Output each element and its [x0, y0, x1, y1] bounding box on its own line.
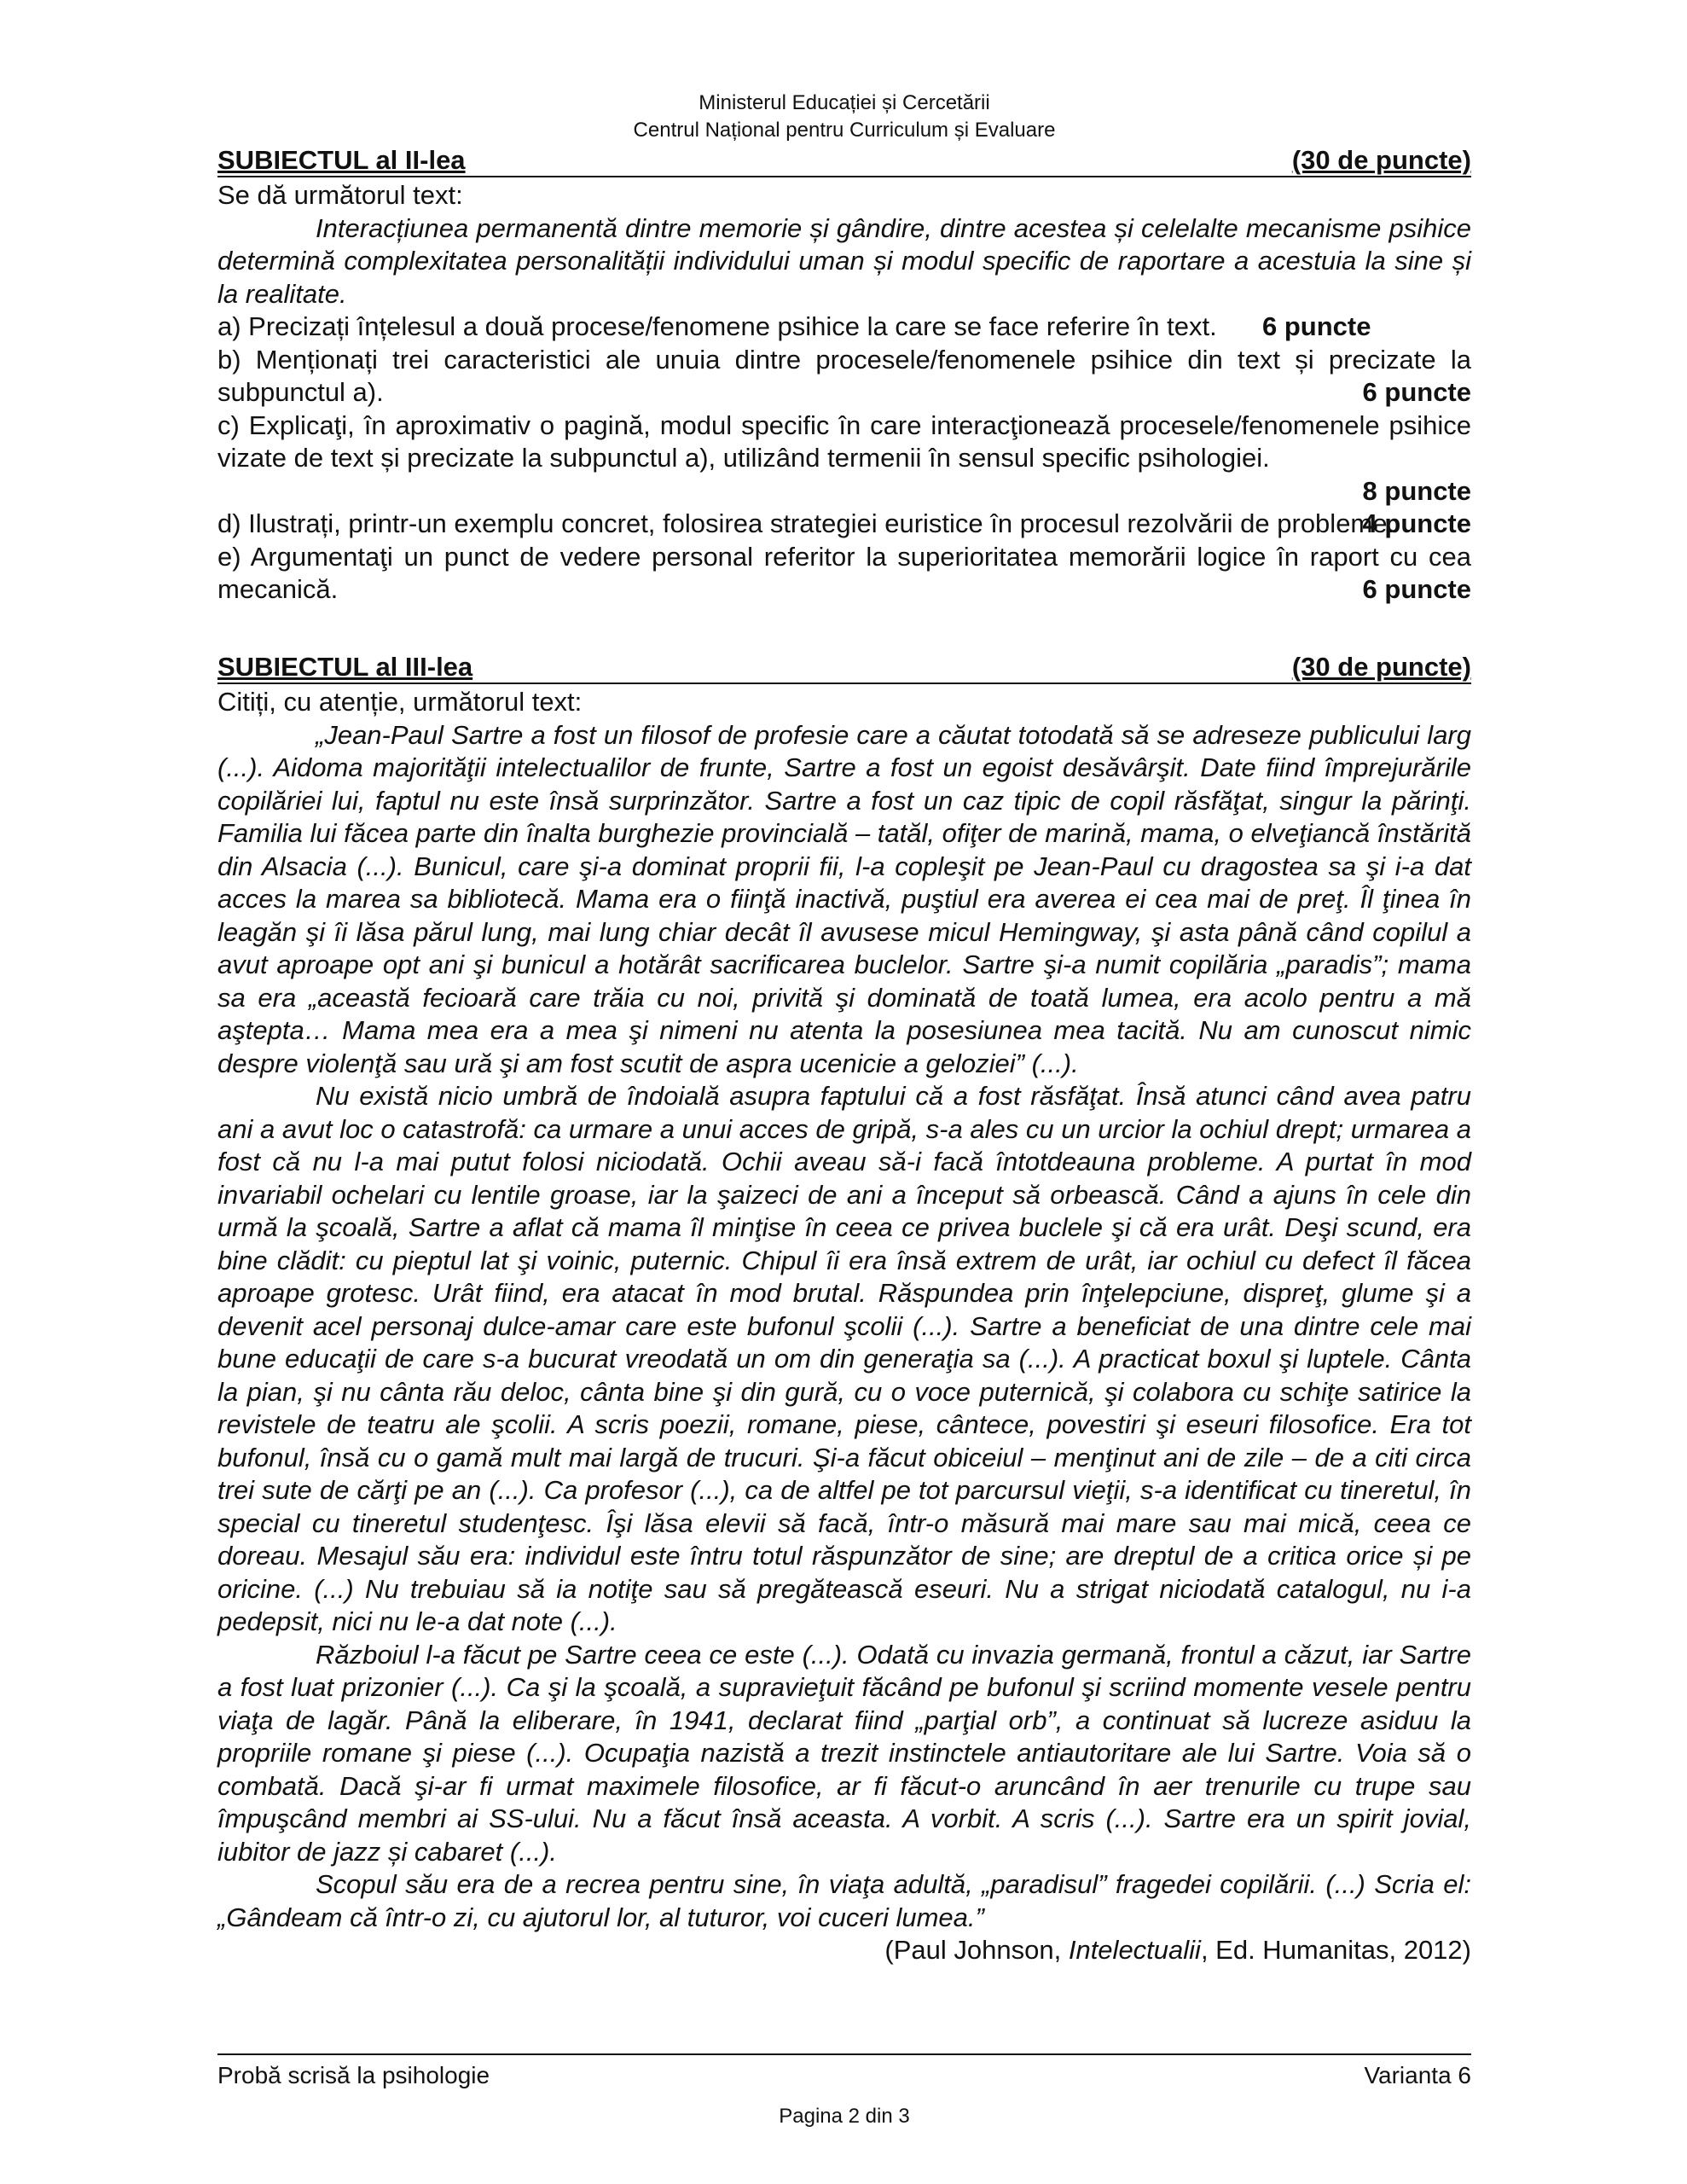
subject3-title: SUBIECTUL al III-lea [217, 652, 473, 682]
subject3-body [217, 686, 1471, 1967]
subject3-points: (30 de puncte) [1291, 652, 1471, 682]
excerpt-citation [217, 1934, 1471, 1967]
question-d: d) Ilustrați, printr-un exemplu concret, folosirea strategiei euristice în procesul rezolvării de probleme. [217, 508, 1395, 538]
question-a [217, 311, 1471, 344]
excerpt-paragraph-2: Nu există nicio umbră de îndoială asupra faptului că a fost răsfăţat. Însă atunci când avea patru ani a avut loc o catastrofă: ca urmare a unui acces de gripă, s-a ales cu un urcior la ochiul drept; urmarea a fost că nu l-a mai putut folosi niciodată. Ochii aveau să-i facă întotdeauna probleme. A purtat în mod invariabil ochelari cu lentile groase, iar la şaizeci de ani a început să orbească. Când a ajuns în cele din urmă la şcoală, Sartre a aflat că mama îl minţise în ceea ce privea buclele şi că era urât. Deşi scund, era bine clădit: cu pieptul lat şi voinic, puternic. Chipul îi era însă extrem de urât, iar ochiul cu defect îl făcea aproape grotesc. Urât fiind, era atacat în mod brutal. Răspundea prin înţelepciune, dispreţ, glume şi a devenit acel personaj dulce-amar care este bufonul şcolii (...). Sartre a beneficiat de una dintre cele mai bune educaţii de care s-a bucurat vreodată un om din generaţia sa (...). A practicat boxul şi luptele. Cânta la pian, şi nu cânta rău deloc, cânta bine şi din gură, cu o voce puternică, şi colabora cu schiţe satirice la revistele de teatru ale şcolii. A scris poezii, romane, piese, cântece, povestiri şi eseuri filosofice. Era tot bufonul, însă cu o gamă mult mai largă de trucuri. Şi-a făcut obiceiul – menţinut ani de zile – de a citi circa trei sute de cărţi pe an (...). Ca profesor (...), ca de altfel pe tot parcursul vieţii, s-a identificat cu tineretul, în special cu tineretul studenţesc. Îşi lăsa elevii să facă, într-o măsură mai mare sau mai mică, ceea ce doreau. Mesajul său era: individul este întru totul răspunzător de sine; are dreptul de a critica orice și pe oricine. (...) Nu trebuiau să ia notiţe sau să pregătească eseuri. Nu a strigat niciodată catalogul, nu i-a pedepsit, nici nu le-a dat note (...). [217, 1081, 1471, 1636]
header-ministry: Ministerul Educației și Cercetării [699, 91, 990, 114]
excerpt-paragraph-1: „Jean-Paul Sartre a fost un filosof de profesie care a căutat totodată să se adreseze publicului larg (...). Aidoma majorităţii intelectualilor de frunte, Sartre a fost un egoist desăvârşit. Date fiind împrejurările copilăriei lui, faptul nu este însă surprinzător. Sartre a fost un caz tipic de copil răsfăţat, singur la părinţi. Familia lui făcea parte din înalta burghezie provincială – tatăl, ofiţer de marină, mama, o elveţiancă înstărită din Alsacia (...). Bunicul, care şi-a dominat proprii fii, l-a copleşit pe Jean-Paul cu dragostea sa şi i-a dat acces la marea sa bibliotecă. Mama era o fiinţă inactivă, puştiul era averea ei cea mai de preţ. Îl ţinea în leagăn şi îi lăsa părul lung, mai lung chiar decât îl avusese micul Hemingway, şi asta până când copilul a avut aproape opt ani şi bunicul a hotărât sacrificarea buclelor. Sartre şi-a numit copilăria „paradis”; mama sa era „această fecioară care trăia cu noi, privită şi dominată de toată lumea, era acolo pentru a mă aştepta… Mama mea era a mea şi nimeni nu atenta la posesiunea mea tacită. Nu am cunoscut nimic despre violenţă sau ură şi am fost scutit de aspra ucenicie a geloziei” (...). [217, 719, 1471, 1078]
question-e-points: 6 puncte [1362, 574, 1471, 604]
subject3-heading [217, 652, 1471, 684]
exam-page [217, 0, 1471, 2184]
excerpt-paragraph-4: Scopul său era de a recrea pentru sine, în viaţa adultă, „paradisul” fragedei copilării. (...) Scria el: „Gândeam că într-o zi, cu ajutorul lor, al tuturor, voi cuceri lumea.” [217, 1869, 1471, 1932]
citation-close: , Ed. Humanitas, 2012) [1200, 1935, 1471, 1965]
excerpt-paragraph-3: Războiul l-a făcut pe Sartre ceea ce este (...). Odată cu invazia germană, frontul a căzut, iar Sartre a fost luat prizonier (...). Ca şi la şcoală, a supravieţuit făcând pe bufonul şi scriind momente vesele pentru viaţa de lagăr. Până la eliberare, în 1941, declarat fiind „parţial orb”, a continuat să lucreze asiduu la propriile romane şi piese (...). Ocupaţia nazistă a trezit instinctele antiautoritare ale lui Sartre. Voia să o combată. Dacă şi-ar fi urmat maximele filosofice, ar fi făcut-o aruncând în aer trenurile cu trupe sau împuşcând membri ai SS-ului. Nu a făcut însă aceasta. A vorbit. A scris (...). Sartre era un spirit jovial, iubitor de jazz și cabaret (...). [217, 1639, 1471, 1867]
footer-page-number: Pagina 2 din 3 [779, 2105, 910, 2128]
question-e: e) Argumentaţi un punct de vedere personal referitor la superioritatea memorării logice în raport cu cea mecanică. [217, 541, 1471, 604]
subject2-text: Interacțiunea permanentă dintre memorie și gândire, dintre acestea și celelalte mecanisme psihice determină complexitatea personalității individului uman și modul specific de raportare a acestuia la sine și la realitate. [217, 212, 1471, 309]
citation-open: (Paul Johnson, [884, 1935, 1069, 1965]
subject2-intro: Se dă următorul text: [217, 180, 463, 210]
footer-variant: Varianta 6 [1364, 2062, 1471, 2088]
subject3-intro: Citiți, cu atenție, următorul text: [217, 687, 583, 717]
footer-rule [217, 2053, 1471, 2055]
question-a-points: 6 puncte [1261, 311, 1371, 341]
question-a-text: a) Precizați înțelesul a două procese/fenomene psihice la care se face referire în text. [217, 311, 1217, 341]
question-d-points: 4 puncte [1362, 508, 1471, 538]
subject2-body [217, 179, 1471, 607]
subject2-heading [217, 145, 1471, 177]
footer-exam-name: Probă scrisă la psihologie [217, 2062, 490, 2088]
question-c-points: 8 puncte [1362, 475, 1471, 506]
citation-book: Intelectualii [1068, 1935, 1201, 1965]
question-b-points: 6 puncte [1362, 377, 1471, 407]
question-c: c) Explicaţi, în aproximativ o pagină, modul specific în care interacţionează procesele/fenomenele psihice vizate de text și precizate la subpunctul a), utilizând termenii în sensul specific psihologiei. [217, 410, 1471, 473]
question-b: b) Menționați trei caracteristici ale unuia dintre procesele/fenomenele psihice din text și precizate la subpunctul a). [217, 344, 1471, 407]
subject2-title: SUBIECTUL al II-lea [217, 145, 466, 175]
header-center: Centrul Național pentru Curriculum și Evaluare [633, 119, 1056, 142]
subject2-points: (30 de puncte) [1291, 145, 1471, 175]
